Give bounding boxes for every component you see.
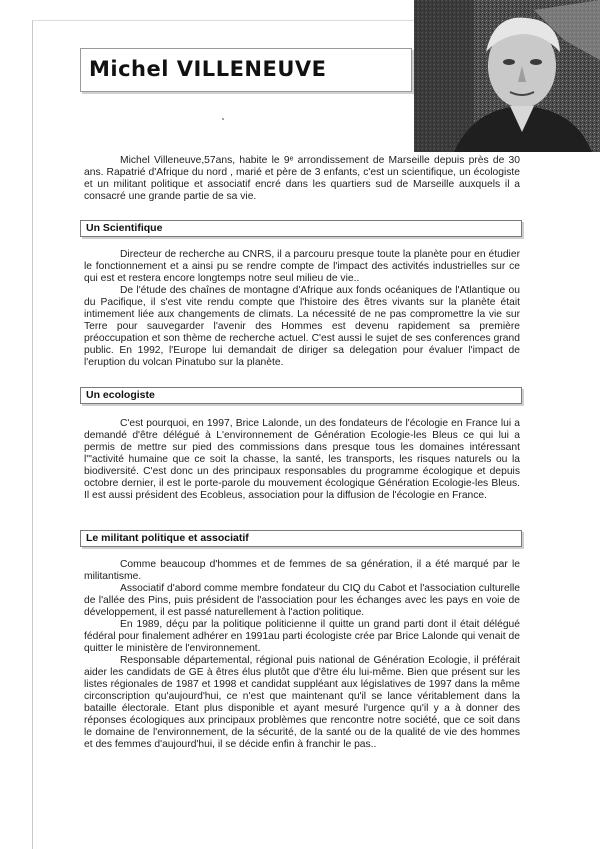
militant-paragraph-4: Responsable départemental, régional puis national de Génération Ecologie, il préférait aider les candidats de GE à êtres élus plutôt que d'être élu lui-même. Bien que présent sur les listes régionales de 1987 et 1998 et candidat suppléant aux législatives de 1997 dans la même circonscription qu'aujourd'hui, ce n'est que maintenant qu'il se lance véritablement dans la bataille électorale. Etant plus disponible et ayant mesuré l'urgence qu'il y a à donner des réponses écologiques aux principaux problèmes que rencontre notre société, que ce soit dans le domaine de l'environnement, de la sécurité, de la santé ou de la qualité de vie des hommes et des femmes d'aujourd'hui, il se décide enfin à franchir le pas.. xyxy=(84,655,520,750)
scan-speck xyxy=(222,118,224,120)
militant-paragraph-3: En 1989, déçu par la politique politicienne il quitte un grand parti dont il était délégué fédéral pour finalement adhérer en 1991au parti écologiste crée par Brice Lalonde qui venait de quitter le ministère de l'environnement. xyxy=(84,619,520,654)
section-title-ecologiste: Un ecologiste xyxy=(86,389,155,401)
militant-paragraph-1: Comme beaucoup d'hommes et de femmes de sa génération, il a été marqué par le militantisme. xyxy=(84,559,520,582)
section-title-scientifique: Un Scientifique xyxy=(86,222,163,234)
section-heading-scientifique xyxy=(80,220,522,237)
section-heading-militant xyxy=(80,530,522,547)
section-heading-ecologiste xyxy=(80,387,522,404)
portrait-photo xyxy=(414,0,600,152)
intro-paragraph xyxy=(84,155,520,203)
ecologiste-paragraph-1: C'est pourquoi, en 1997, Brice Lalonde, un des fondateurs de l'écologie en France lui a demandé d'être délégué à L'environnement de Génération Ecologie-les Bleus ce qui lui a permis de mettre sur pied des commissions dans presque tous les domaines intéressant l'"activité humaine que ce soit la chasse, la santé, les transports, les risques naturels ou la biodiversité. C'est donc un des principaux responsables du programme écologique et depuis octobre dernier, il est le porte-parole du mouvement écologique Génération Ecologie-les Bleus. Il est aussi président des Ecobleus, association pour la diffusion de l'écologie en France. xyxy=(84,418,520,501)
section-body-militant xyxy=(84,559,520,751)
portrait-photo-icon xyxy=(414,0,600,152)
section-title-militant: Le militant politique et associatif xyxy=(86,532,249,544)
section-body-scientifique xyxy=(84,249,520,369)
intro-text: Michel Villeneuve,57ans, habite le 9ᵉ arrondissement de Marseille depuis près de 30 ans. Rapatrié d'Afrique du nord , marié et père de 3 enfants, c'est un scientifique, un écologiste et un militant politique et associatif encré dans les quartiers sud de Marseille auxquels il a consacré une grande partie de sa vie. xyxy=(84,155,520,202)
section-body-ecologiste xyxy=(84,418,520,502)
name-banner xyxy=(80,48,412,92)
scientifique-paragraph-2: De l'étude des chaînes de montagne d'Afrique aux fonds océaniques de l'Atlantique ou du Pacifique, il s'est vite rendu compte que l'histoire des êtres vivants sur la planète était intimement liée aux changements de climats. La nécessité de ne pas compromettre la vie sur Terre pour sauvegarder l'avenir des Hommes est devenu rapidement sa première préoccupation et son thème de recherche actuel. C'est aussi le sujet de ses conferences grand public. En 1992, l'Europe lui demandait de diriger sa delegation pour évaluer l'impact de l'eruption du volcan Pinatubo sur la planète. xyxy=(84,285,520,368)
person-name: Michel VILLENEUVE xyxy=(89,57,327,81)
militant-paragraph-2: Associatif d'abord comme membre fondateur du CIQ du Cabot et l'association culturelle de l'allée des Pins, puis président de l'association pour les échanges avec les pays en voie de développement, il est passé naturellement à l'action politique. xyxy=(84,583,520,618)
scientifique-paragraph-1: Directeur de recherche au CNRS, il a parcouru presque toute la planète pour en étudier le fonctionnement et a ainsi pu se rendre compte de l'impact des activités industrielles sur ce qui est et restera encore longtemps notre seul milieu de vie.. xyxy=(84,249,520,284)
